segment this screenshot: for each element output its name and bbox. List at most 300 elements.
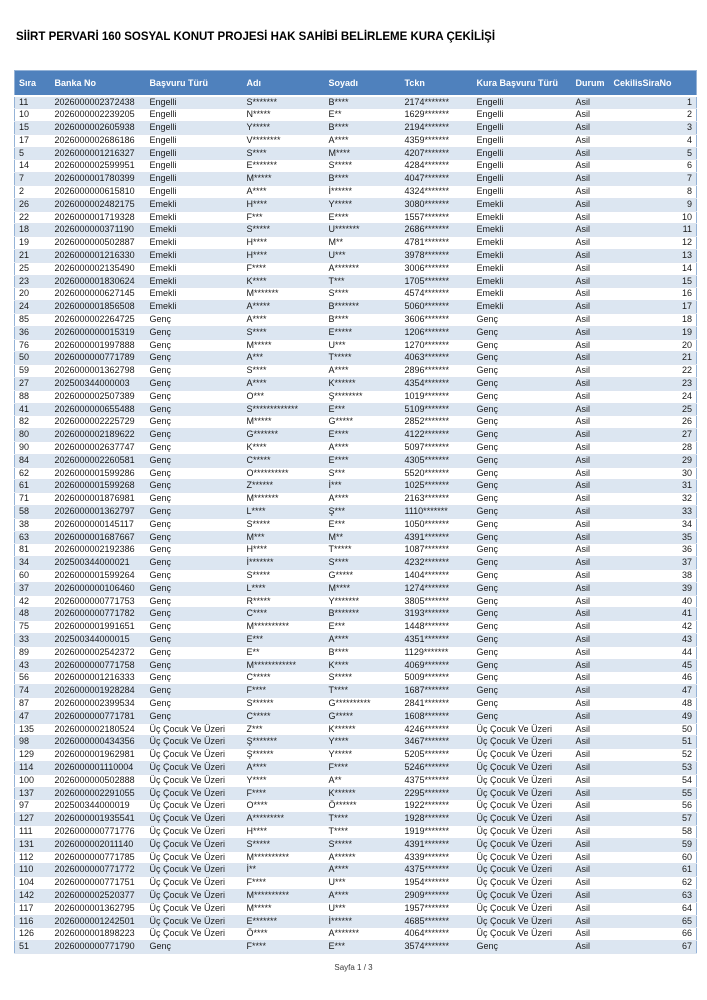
cell-cekilis-sira-no: 65 [610, 915, 697, 928]
cell-basvuru-turu: Üç Çocuk Ve Üzeri [146, 825, 243, 838]
cell-basvuru-turu: Genç [146, 506, 243, 519]
cell-cekilis-sira-no: 42 [610, 621, 697, 634]
cell-tckn: 3467******* [401, 736, 473, 749]
cell-durum: Asil [572, 838, 610, 851]
cell-basvuru-turu: Genç [146, 685, 243, 698]
cell-basvuru-turu: Genç [146, 390, 243, 403]
cell-soyadi: M** [325, 237, 401, 250]
cell-sira: 76 [15, 339, 51, 352]
cell-basvuru-turu: Genç [146, 710, 243, 723]
cell-sira: 126 [15, 928, 51, 941]
cell-kura-basvuru-turu: Genç [473, 429, 572, 442]
column-header-basvuru-turu: Başvuru Türü [146, 71, 243, 96]
cell-adi: A********* [243, 813, 325, 826]
cell-cekilis-sira-no: 14 [610, 262, 697, 275]
cell-kura-basvuru-turu: Emekli [473, 198, 572, 211]
cell-sira: 33 [15, 633, 51, 646]
cell-adi: M***** [243, 173, 325, 186]
cell-sira: 2 [15, 186, 51, 199]
cell-basvuru-turu: Üç Çocuk Ve Üzeri [146, 902, 243, 915]
cell-cekilis-sira-no: 35 [610, 531, 697, 544]
table-row [15, 301, 697, 314]
cell-basvuru-turu: Genç [146, 454, 243, 467]
cell-basvuru-turu: Emekli [146, 198, 243, 211]
cell-cekilis-sira-no: 52 [610, 749, 697, 762]
cell-adi: M******* [243, 288, 325, 301]
cell-cekilis-sira-no: 37 [610, 557, 697, 570]
table-row [15, 608, 697, 621]
cell-sira: 142 [15, 889, 51, 902]
cell-basvuru-turu: Genç [146, 582, 243, 595]
cell-adi: M********** [243, 621, 325, 634]
cell-cekilis-sira-no: 39 [610, 582, 697, 595]
cell-sira: 74 [15, 685, 51, 698]
cell-sira: 129 [15, 749, 51, 762]
cell-adi: H**** [243, 825, 325, 838]
cell-soyadi: M** [325, 531, 401, 544]
cell-soyadi: B**** [325, 646, 401, 659]
cell-cekilis-sira-no: 20 [610, 339, 697, 352]
table-row [15, 697, 697, 710]
cell-durum: Asil [572, 339, 610, 352]
cell-sira: 111 [15, 825, 51, 838]
cell-sira: 48 [15, 608, 51, 621]
cell-sira: 14 [15, 160, 51, 173]
cell-tckn: 1129******* [401, 646, 473, 659]
cell-adi: M********** [243, 851, 325, 864]
cell-durum: Asil [572, 352, 610, 365]
cell-sira: 117 [15, 902, 51, 915]
cell-basvuru-turu: Engelli [146, 186, 243, 199]
table-row [15, 352, 697, 365]
cell-banka-no: 2026000001362798 [51, 365, 146, 378]
cell-kura-basvuru-turu: Engelli [473, 160, 572, 173]
column-header-sira: Sıra [15, 71, 51, 96]
cell-durum: Asil [572, 326, 610, 339]
cell-sira: 84 [15, 454, 51, 467]
cell-durum: Asil [572, 710, 610, 723]
table-row [15, 96, 697, 109]
cell-cekilis-sira-no: 26 [610, 416, 697, 429]
cell-cekilis-sira-no: 2 [610, 109, 697, 122]
cell-sira: 98 [15, 736, 51, 749]
column-header-durum: Durum [572, 71, 610, 96]
cell-adi: H**** [243, 237, 325, 250]
cell-sira: 62 [15, 467, 51, 480]
cell-sira: 104 [15, 877, 51, 890]
cell-adi: C***** [243, 454, 325, 467]
cell-kura-basvuru-turu: Üç Çocuk Ve Üzeri [473, 800, 572, 813]
cell-basvuru-turu: Genç [146, 633, 243, 646]
cell-basvuru-turu: Üç Çocuk Ve Üzeri [146, 838, 243, 851]
cell-tckn: 2174******* [401, 96, 473, 109]
cell-tckn: 5205******* [401, 749, 473, 762]
cell-adi: Ş******* [243, 736, 325, 749]
cell-basvuru-turu: Engelli [146, 134, 243, 147]
cell-sira: 10 [15, 109, 51, 122]
cell-banka-no: 2026000002225729 [51, 416, 146, 429]
cell-banka-no: 2026000001780399 [51, 173, 146, 186]
cell-basvuru-turu: Genç [146, 569, 243, 582]
cell-sira: 110 [15, 864, 51, 877]
cell-banka-no: 2026000001856508 [51, 301, 146, 314]
cell-soyadi: Y**** [325, 736, 401, 749]
cell-kura-basvuru-turu: Genç [473, 467, 572, 480]
table-row [15, 915, 697, 928]
cell-basvuru-turu: Engelli [146, 122, 243, 135]
cell-basvuru-turu: Genç [146, 531, 243, 544]
cell-durum: Asil [572, 877, 610, 890]
cell-soyadi: K****** [325, 378, 401, 391]
cell-tckn: 4375******* [401, 774, 473, 787]
cell-tckn: 4339******* [401, 851, 473, 864]
cell-tckn: 1025******* [401, 480, 473, 493]
column-header-soyadi: Soyadı [325, 71, 401, 96]
table-row [15, 736, 697, 749]
cell-tckn: 4069******* [401, 659, 473, 672]
cell-kura-basvuru-turu: Emekli [473, 224, 572, 237]
cell-sira: 100 [15, 774, 51, 787]
cell-basvuru-turu: Üç Çocuk Ve Üzeri [146, 749, 243, 762]
cell-durum: Asil [572, 774, 610, 787]
cell-soyadi: T***** [325, 544, 401, 557]
table-row [15, 889, 697, 902]
cell-adi: E******* [243, 915, 325, 928]
cell-adi: Ş****** [243, 749, 325, 762]
cell-tckn: 1087******* [401, 544, 473, 557]
column-header-banka-no: Banka No [51, 71, 146, 96]
cell-soyadi: U*** [325, 250, 401, 263]
table-row [15, 723, 697, 736]
cell-tckn: 5520******* [401, 467, 473, 480]
cell-adi: M***** [243, 339, 325, 352]
cell-sira: 41 [15, 403, 51, 416]
table-row [15, 838, 697, 851]
cell-tckn: 3080******* [401, 198, 473, 211]
cell-tckn: 2896******* [401, 365, 473, 378]
cell-soyadi: B**** [325, 173, 401, 186]
cell-sira: 88 [15, 390, 51, 403]
cell-kura-basvuru-turu: Genç [473, 390, 572, 403]
cell-durum: Asil [572, 365, 610, 378]
cell-sira: 75 [15, 621, 51, 634]
cell-cekilis-sira-no: 24 [610, 390, 697, 403]
cell-banka-no: 2026000001997888 [51, 339, 146, 352]
cell-tckn: 4781******* [401, 237, 473, 250]
table-row [15, 659, 697, 672]
cell-basvuru-turu: Üç Çocuk Ve Üzeri [146, 723, 243, 736]
cell-banka-no: 2026000002482175 [51, 198, 146, 211]
cell-sira: 116 [15, 915, 51, 928]
cell-soyadi: E***** [325, 326, 401, 339]
cell-kura-basvuru-turu: Genç [473, 326, 572, 339]
cell-cekilis-sira-no: 15 [610, 275, 697, 288]
cell-adi: M*** [243, 531, 325, 544]
cell-durum: Asil [572, 518, 610, 531]
cell-basvuru-turu: Genç [146, 557, 243, 570]
cell-kura-basvuru-turu: Genç [473, 633, 572, 646]
cell-cekilis-sira-no: 51 [610, 736, 697, 749]
cell-kura-basvuru-turu: Üç Çocuk Ve Üzeri [473, 838, 572, 851]
cell-soyadi: B******* [325, 301, 401, 314]
table-row [15, 621, 697, 634]
cell-cekilis-sira-no: 28 [610, 442, 697, 455]
cell-banka-no: 2026000001216330 [51, 250, 146, 263]
cell-cekilis-sira-no: 63 [610, 889, 697, 902]
cell-tckn: 5097******* [401, 442, 473, 455]
cell-tckn: 1957******* [401, 902, 473, 915]
cell-tckn: 1919******* [401, 825, 473, 838]
cell-kura-basvuru-turu: Genç [473, 378, 572, 391]
cell-basvuru-turu: Genç [146, 378, 243, 391]
cell-tckn: 2295******* [401, 787, 473, 800]
cell-basvuru-turu: Engelli [146, 109, 243, 122]
table-row [15, 416, 697, 429]
table-row [15, 198, 697, 211]
cell-soyadi: S***** [325, 160, 401, 173]
table-row [15, 672, 697, 685]
cell-kura-basvuru-turu: Emekli [473, 275, 572, 288]
cell-adi: S***** [243, 224, 325, 237]
cell-sira: 37 [15, 582, 51, 595]
cell-sira: 135 [15, 723, 51, 736]
cell-soyadi: S***** [325, 838, 401, 851]
cell-kura-basvuru-turu: Genç [473, 314, 572, 327]
cell-adi: A***** [243, 301, 325, 314]
cell-soyadi: F**** [325, 761, 401, 774]
cell-banka-no: 2026000000771781 [51, 710, 146, 723]
table-row [15, 288, 697, 301]
cell-soyadi: İ****** [325, 915, 401, 928]
cell-basvuru-turu: Emekli [146, 288, 243, 301]
cell-adi: A**** [243, 378, 325, 391]
cell-banka-no: 2026000001599286 [51, 467, 146, 480]
cell-soyadi: Ş******** [325, 390, 401, 403]
cell-kura-basvuru-turu: Engelli [473, 186, 572, 199]
cell-sira: 23 [15, 275, 51, 288]
cell-cekilis-sira-no: 12 [610, 237, 697, 250]
cell-banka-no: 2026000002542372 [51, 646, 146, 659]
cell-basvuru-turu: Üç Çocuk Ve Üzeri [146, 774, 243, 787]
table-row [15, 173, 697, 186]
cell-cekilis-sira-no: 59 [610, 838, 697, 851]
cell-sira: 85 [15, 314, 51, 327]
cell-basvuru-turu: Genç [146, 352, 243, 365]
cell-soyadi: T**** [325, 813, 401, 826]
cell-cekilis-sira-no: 13 [610, 250, 697, 263]
cell-adi: G******* [243, 429, 325, 442]
cell-tckn: 1270******* [401, 339, 473, 352]
cell-durum: Asil [572, 147, 610, 160]
cell-sira: 5 [15, 147, 51, 160]
table-row [15, 531, 697, 544]
cell-cekilis-sira-no: 62 [610, 877, 697, 890]
cell-basvuru-turu: Emekli [146, 250, 243, 263]
cell-durum: Asil [572, 160, 610, 173]
cell-kura-basvuru-turu: Genç [473, 339, 572, 352]
cell-sira: 71 [15, 493, 51, 506]
cell-kura-basvuru-turu: Genç [473, 608, 572, 621]
cell-soyadi: G***** [325, 569, 401, 582]
cell-sira: 59 [15, 365, 51, 378]
cell-adi: F**** [243, 787, 325, 800]
cell-durum: Asil [572, 237, 610, 250]
cell-kura-basvuru-turu: Engelli [473, 134, 572, 147]
cell-tckn: 4574******* [401, 288, 473, 301]
cell-cekilis-sira-no: 43 [610, 633, 697, 646]
cell-sira: 63 [15, 531, 51, 544]
cell-tckn: 4122******* [401, 429, 473, 442]
cell-kura-basvuru-turu: Emekli [473, 237, 572, 250]
cell-soyadi: B******* [325, 608, 401, 621]
cell-sira: 15 [15, 122, 51, 135]
cell-tckn: 2841******* [401, 697, 473, 710]
table-row [15, 442, 697, 455]
cell-sira: 47 [15, 710, 51, 723]
cell-adi: S***** [243, 518, 325, 531]
table-row [15, 147, 697, 160]
table-row [15, 595, 697, 608]
cell-durum: Asil [572, 186, 610, 199]
table-row [15, 518, 697, 531]
cell-adi: İ******* [243, 557, 325, 570]
cell-adi: M************ [243, 659, 325, 672]
cell-kura-basvuru-turu: Üç Çocuk Ve Üzeri [473, 889, 572, 902]
table-row [15, 480, 697, 493]
cell-soyadi: T**** [325, 825, 401, 838]
cell-tckn: 4685******* [401, 915, 473, 928]
cell-durum: Asil [572, 429, 610, 442]
cell-kura-basvuru-turu: Genç [473, 506, 572, 519]
results-table [14, 70, 697, 954]
cell-basvuru-turu: Emekli [146, 262, 243, 275]
cell-tckn: 2852******* [401, 416, 473, 429]
cell-durum: Asil [572, 800, 610, 813]
cell-soyadi: E*** [325, 621, 401, 634]
cell-kura-basvuru-turu: Üç Çocuk Ve Üzeri [473, 928, 572, 941]
table-row [15, 710, 697, 723]
cell-basvuru-turu: Emekli [146, 224, 243, 237]
cell-banka-no: 2026000002192386 [51, 544, 146, 557]
cell-kura-basvuru-turu: Emekli [473, 301, 572, 314]
cell-kura-basvuru-turu: Genç [473, 454, 572, 467]
cell-adi: F**** [243, 262, 325, 275]
cell-banka-no: 2026000000371190 [51, 224, 146, 237]
cell-sira: 11 [15, 96, 51, 109]
table-row [15, 211, 697, 224]
cell-kura-basvuru-turu: Genç [473, 480, 572, 493]
cell-soyadi: İ****** [325, 186, 401, 199]
cell-tckn: 1404******* [401, 569, 473, 582]
cell-soyadi: T*** [325, 275, 401, 288]
table-row [15, 493, 697, 506]
cell-basvuru-turu: Genç [146, 339, 243, 352]
cell-durum: Asil [572, 659, 610, 672]
cell-soyadi: S**** [325, 557, 401, 570]
cell-adi: A*** [243, 352, 325, 365]
cell-durum: Asil [572, 301, 610, 314]
cell-adi: S************* [243, 403, 325, 416]
cell-soyadi: S*** [325, 467, 401, 480]
cell-durum: Asil [572, 416, 610, 429]
cell-tckn: 4064******* [401, 928, 473, 941]
cell-durum: Asil [572, 211, 610, 224]
cell-soyadi: A**** [325, 633, 401, 646]
cell-durum: Asil [572, 582, 610, 595]
cell-basvuru-turu: Engelli [146, 173, 243, 186]
cell-banka-no: 2026000002520377 [51, 889, 146, 902]
table-row [15, 749, 697, 762]
cell-banka-no: 2026000002507389 [51, 390, 146, 403]
cell-soyadi: U*** [325, 877, 401, 890]
table-row [15, 326, 697, 339]
cell-durum: Asil [572, 506, 610, 519]
cell-adi: İ** [243, 864, 325, 877]
cell-banka-no: 2026000000771789 [51, 352, 146, 365]
cell-kura-basvuru-turu: Üç Çocuk Ve Üzeri [473, 864, 572, 877]
table-row [15, 685, 697, 698]
cell-durum: Asil [572, 697, 610, 710]
cell-banka-no: 202500344000015 [51, 633, 146, 646]
cell-basvuru-turu: Genç [146, 595, 243, 608]
cell-basvuru-turu: Genç [146, 621, 243, 634]
cell-basvuru-turu: Üç Çocuk Ve Üzeri [146, 928, 243, 941]
cell-basvuru-turu: Üç Çocuk Ve Üzeri [146, 813, 243, 826]
cell-cekilis-sira-no: 5 [610, 147, 697, 160]
cell-cekilis-sira-no: 19 [610, 326, 697, 339]
results-table-container [14, 70, 696, 954]
cell-kura-basvuru-turu: Üç Çocuk Ve Üzeri [473, 736, 572, 749]
cell-sira: 127 [15, 813, 51, 826]
cell-kura-basvuru-turu: Üç Çocuk Ve Üzeri [473, 902, 572, 915]
cell-durum: Asil [572, 403, 610, 416]
cell-banka-no: 2026000000771776 [51, 825, 146, 838]
cell-banka-no: 2026000001935541 [51, 813, 146, 826]
cell-tckn: 3805******* [401, 595, 473, 608]
cell-soyadi: E**** [325, 211, 401, 224]
cell-tckn: 1448******* [401, 621, 473, 634]
cell-cekilis-sira-no: 61 [610, 864, 697, 877]
cell-sira: 82 [15, 416, 51, 429]
cell-adi: S******* [243, 96, 325, 109]
cell-kura-basvuru-turu: Üç Çocuk Ve Üzeri [473, 813, 572, 826]
cell-tckn: 2686******* [401, 224, 473, 237]
cell-soyadi: U*** [325, 339, 401, 352]
cell-sira: 38 [15, 518, 51, 531]
cell-basvuru-turu: Emekli [146, 237, 243, 250]
cell-tckn: 3006******* [401, 262, 473, 275]
cell-soyadi: A**** [325, 365, 401, 378]
page-title: SİİRT PERVARİ 160 SOSYAL KONUT PROJESİ HAK SAHİBİ BELİRLEME KURA ÇEKİLİŞİ [16, 31, 496, 43]
cell-adi: Y**** [243, 774, 325, 787]
cell-adi: F**** [243, 941, 325, 954]
cell-adi: K**** [243, 442, 325, 455]
cell-kura-basvuru-turu: Genç [473, 352, 572, 365]
cell-basvuru-turu: Üç Çocuk Ve Üzeri [146, 761, 243, 774]
cell-tckn: 4207******* [401, 147, 473, 160]
cell-adi: H**** [243, 198, 325, 211]
cell-durum: Asil [572, 761, 610, 774]
cell-durum: Asil [572, 941, 610, 954]
table-row [15, 557, 697, 570]
cell-tckn: 4232******* [401, 557, 473, 570]
cell-cekilis-sira-no: 27 [610, 429, 697, 442]
cell-banka-no: 202500344000019 [51, 800, 146, 813]
cell-basvuru-turu: Üç Çocuk Ve Üzeri [146, 864, 243, 877]
table-row [15, 582, 697, 595]
cell-kura-basvuru-turu: Engelli [473, 173, 572, 186]
column-header-adi: Adı [243, 71, 325, 96]
